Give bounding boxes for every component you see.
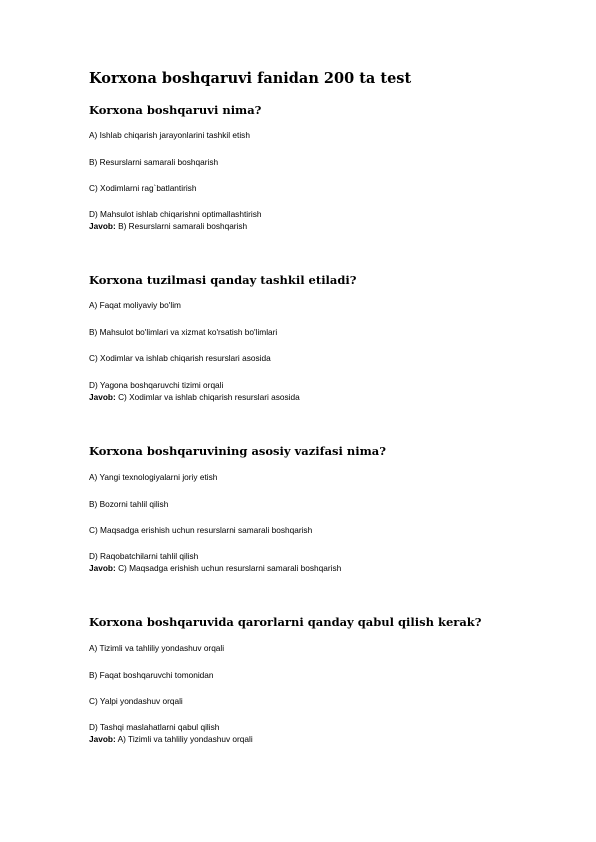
answer-option-a: A) Tizimli va tahliliy yondashuv orqali <box>89 643 225 653</box>
answer-label: Javob: <box>89 734 116 744</box>
correct-answer-line <box>89 392 300 403</box>
answer-option-b: B) Resurslarni samarali boshqarish <box>89 157 219 167</box>
answer-option-b: B) Faqat boshqaruvchi tomonidan <box>89 670 214 680</box>
answer-option-c: C) Xodimlarni rag`batlantirish <box>89 183 197 193</box>
answer-option-b: B) Bozorni tahlil qilish <box>89 499 169 509</box>
answer-option-c: C) Yalpi yondashuv orqali <box>89 696 183 706</box>
question-heading: Korxona boshqaruvida qarorlarni qanday qabul qilish kerak? <box>89 615 482 629</box>
question-heading: Korxona tuzilmasi qanday tashkil etiladi? <box>89 273 357 287</box>
answer-option-c: C) Xodimlar va ishlab chiqarish resurslari asosida <box>89 353 271 363</box>
document-title: Korxona boshqaruvi fanidan 200 ta test <box>89 70 412 87</box>
correct-answer: A) Tizimli va tahliliy yondashuv orqali <box>117 734 253 744</box>
answer-option-a: A) Yangi texnologiyalarni joriy etish <box>89 472 218 482</box>
answer-option-a: A) Ishlab chiqarish jarayonlarini tashkil etish <box>89 130 250 140</box>
answer-option-d: D) Mahsulot ishlab chiqarishni optimallashtirish <box>89 209 262 219</box>
answer-option-a: A) Faqat moliyaviy bo'lim <box>89 300 181 310</box>
answer-option-d: D) Raqobatchilarni tahlil qilish <box>89 551 199 561</box>
correct-answer-line <box>89 563 341 574</box>
correct-answer: C) Xodimlar va ishlab chiqarish resurslari asosida <box>118 392 300 402</box>
answer-option-c: C) Maqsadga erishish uchun resurslarni samarali boshqarish <box>89 525 313 535</box>
answer-label: Javob: <box>89 221 116 231</box>
question-heading: Korxona boshqaruvi nima? <box>89 103 262 117</box>
correct-answer: B) Resurslarni samarali boshqarish <box>118 221 248 231</box>
answer-option-d: D) Tashqi maslahatlarni qabul qilish <box>89 722 220 732</box>
correct-answer-line <box>89 221 247 232</box>
answer-option-d: D) Yagona boshqaruvchi tizimi orqali <box>89 380 224 390</box>
answer-label: Javob: <box>89 563 116 573</box>
question-heading: Korxona boshqaruvining asosiy vazifasi nima? <box>89 444 386 458</box>
correct-answer-line <box>89 734 253 745</box>
answer-label: Javob: <box>89 392 116 402</box>
correct-answer: C) Maqsadga erishish uchun resurslarni samarali boshqarish <box>118 563 342 573</box>
answer-option-b: B) Mahsulot bo'limlari va xizmat ko'rsatish bo'limlari <box>89 327 278 337</box>
